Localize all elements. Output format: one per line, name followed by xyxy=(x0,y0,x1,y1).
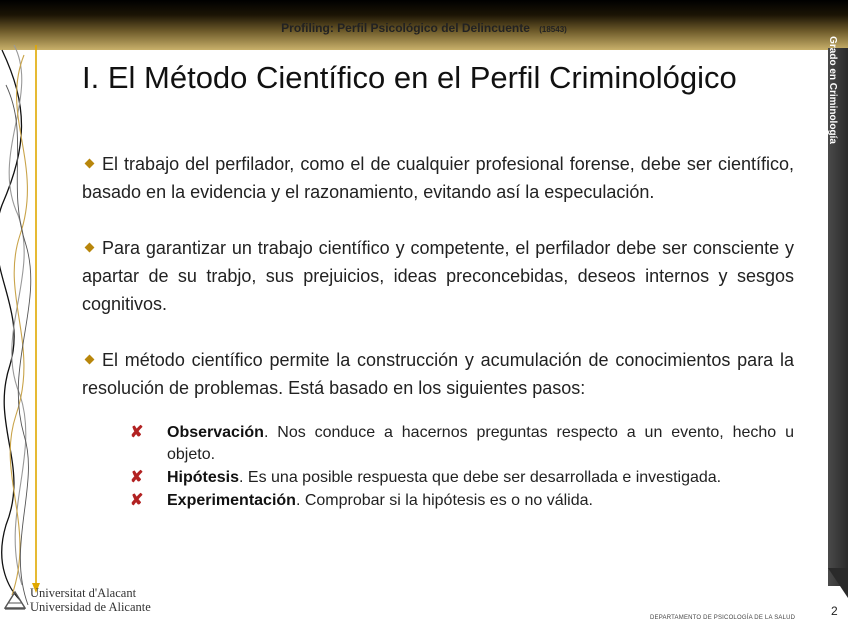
university-name-spanish: Universidad de Alicante xyxy=(30,600,151,614)
cross-mark-icon: ✘ xyxy=(130,424,144,441)
diamond-bullet-icon xyxy=(85,355,95,365)
page-number: 2 xyxy=(831,604,838,618)
step-text: . Es una posible respuesta que debe ser desarrollada e investigada. xyxy=(239,469,722,486)
paragraph-text: Para garantizar un trabajo científico y competente, el perfilador debe ser consciente y apartar de su trabjo, sus prejuicios, ideas preconcebidas, deseos internos y sesgos cognitivos. xyxy=(82,238,794,314)
department-label: DEPARTAMENTO DE PSICOLOGÍA DE LA SALUD xyxy=(650,615,796,621)
step-term: Observación xyxy=(167,424,264,441)
slide-title: I. El Método Científico en el Perfil Criminológico xyxy=(82,60,737,95)
step-hipotesis xyxy=(130,467,794,489)
paragraph-1 xyxy=(82,150,794,206)
step-term: Experimentación xyxy=(167,492,296,509)
step-text: . Comprobar si la hipótesis es o no válida. xyxy=(295,492,593,509)
right-strip-corner xyxy=(828,568,848,598)
university-name-valencian: Universitat d'Alacant xyxy=(30,586,137,600)
paragraph-3 xyxy=(82,346,794,402)
paragraph-2 xyxy=(82,234,794,318)
slide-content xyxy=(82,150,794,513)
header-title: Profiling: Perfil Psicológico del Delincuente xyxy=(281,21,530,35)
diamond-bullet-icon xyxy=(85,159,95,169)
cross-mark-icon: ✘ xyxy=(130,492,144,509)
header-bar xyxy=(0,0,848,50)
step-observacion xyxy=(130,422,794,466)
step-experimentacion xyxy=(130,490,794,512)
left-decoration xyxy=(0,45,48,605)
paragraph-text: El método científico permite la construcción y acumulación de conocimientos para la resolución de problemas. Está basado en los siguientes pasos: xyxy=(82,350,794,398)
university-logo xyxy=(4,586,204,622)
step-text: . Nos conduce a hacernos preguntas respecto a un evento, hecho u objeto. xyxy=(167,424,794,463)
course-code: (18543) xyxy=(539,25,567,34)
cross-mark-icon: ✘ xyxy=(130,469,144,486)
degree-label: Grado en Criminología xyxy=(827,36,838,144)
header-title-line xyxy=(0,21,848,35)
paragraph-text: El trabajo del perfilador, como el de cualquier profesional forense, debe ser científico, basado en la evidencia y el razonamiento, evitando así la especulación. xyxy=(82,154,794,202)
step-term: Hipótesis xyxy=(167,469,240,486)
method-steps-list xyxy=(82,422,794,512)
university-emblem-icon xyxy=(4,588,26,610)
diamond-bullet-icon xyxy=(85,243,95,253)
